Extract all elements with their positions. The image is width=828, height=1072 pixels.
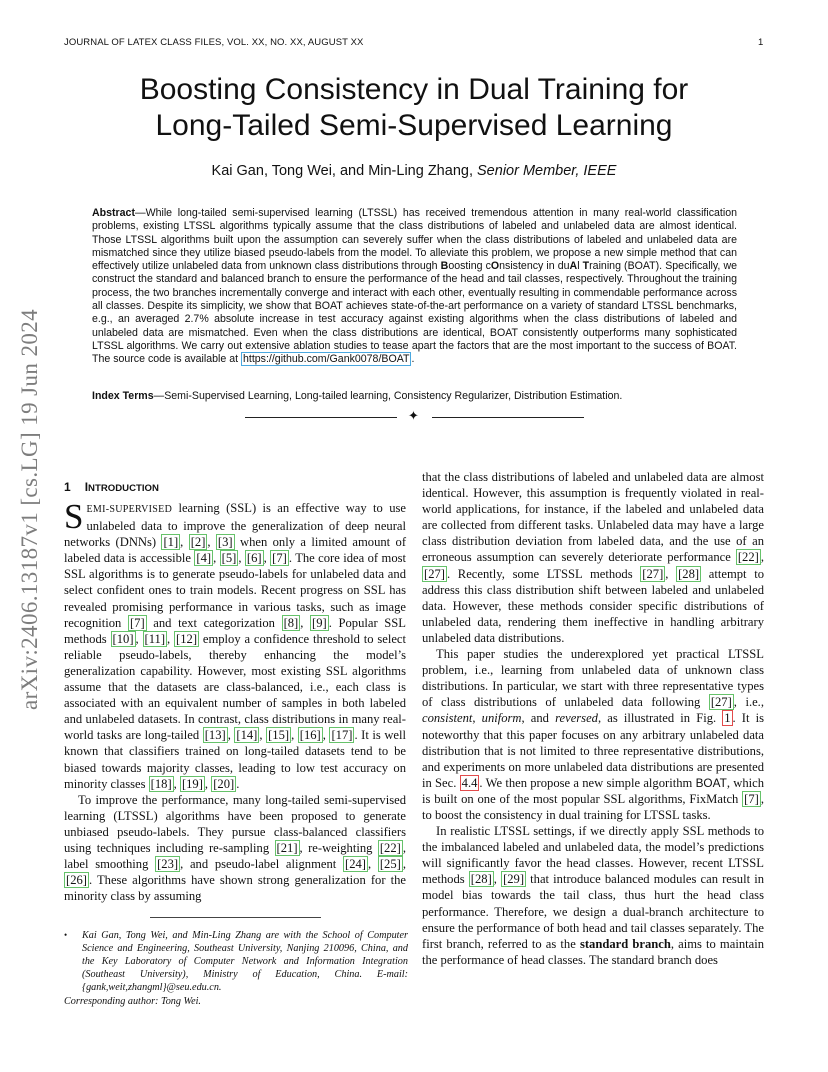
diamond-separator-icon: ✦ bbox=[408, 408, 419, 423]
paragraph bbox=[64, 497, 407, 792]
footnote-bullet: • bbox=[64, 930, 68, 940]
text: , label smoothing bbox=[64, 840, 406, 872]
citation-link[interactable]: [10] bbox=[112, 631, 134, 646]
citation-link[interactable]: [13] bbox=[204, 728, 226, 743]
citation-link[interactable]: [14] bbox=[236, 728, 258, 743]
text: that introduce balanced modules can result in model bias towards the tail class, thus hurt the head class performance. Therefore, we design a dual-branch architecture to ensure the performance of both head and tail classes separately. The first branch, referred to as the bbox=[422, 872, 764, 951]
author-names: Kai Gan, Tong Wei, and Min-Ling Zhang, bbox=[211, 163, 473, 179]
figure-reference-link[interactable]: 1 bbox=[724, 711, 731, 726]
citation-link[interactable]: [27] bbox=[710, 695, 732, 710]
text: . The core idea of most SSL algorithms is to generate pseudo-labels for unlabeled data and select confident ones to train models. Recent progress on SSL has revealed promising performance in various tasks, such as image recognition bbox=[64, 551, 407, 630]
paragraph bbox=[422, 646, 764, 823]
index-terms-text: —Semi-Supervised Learning, Long-tailed learning, Consistency Regularizer, Distribution Estimation. bbox=[153, 390, 623, 402]
index-terms bbox=[92, 390, 737, 403]
text: , bbox=[204, 776, 212, 791]
text: , bbox=[493, 872, 502, 887]
abstract-fragment: nsistency in du bbox=[499, 260, 570, 273]
citation-link[interactable]: [22] bbox=[737, 550, 759, 565]
citation-link[interactable]: [5] bbox=[221, 551, 237, 566]
paper-title bbox=[60, 72, 768, 144]
section-reference-link[interactable]: 4.4 bbox=[461, 775, 478, 790]
citation-link[interactable]: [6] bbox=[246, 551, 262, 566]
author-membership: Senior Member, IEEE bbox=[477, 163, 617, 179]
text: , to boost the consistency in dual training for LTSSL tasks. bbox=[422, 791, 764, 822]
text: and text categorization bbox=[146, 615, 282, 630]
text: , bbox=[180, 535, 189, 550]
text: , bbox=[135, 631, 143, 646]
citation-link[interactable]: [7] bbox=[744, 791, 759, 806]
acronym-o: O bbox=[490, 260, 500, 273]
arxiv-identifier: arXiv:2406.13187v1 [cs.LG] 19 Jun 2024 bbox=[17, 308, 42, 710]
text: , bbox=[291, 728, 298, 743]
text: , bbox=[402, 857, 406, 872]
citation-link[interactable]: [26] bbox=[66, 873, 87, 888]
section-title-rest: NTRODUCTION bbox=[88, 483, 159, 494]
citation-link[interactable]: [19] bbox=[181, 776, 203, 791]
citation-link[interactable]: [3] bbox=[217, 535, 233, 550]
source-code-link[interactable]: https://github.com/Gank0078/BOAT bbox=[243, 353, 410, 366]
citation-link[interactable]: [27] bbox=[642, 566, 664, 581]
text: , bbox=[167, 631, 175, 646]
text: . These algorithms have shown strong generalization for the minority class by assuming bbox=[64, 873, 406, 904]
abstract-fragment: oosting c bbox=[448, 260, 491, 273]
citation-link[interactable]: [27] bbox=[424, 566, 445, 581]
citation-link[interactable]: [17] bbox=[331, 728, 353, 743]
text: , bbox=[665, 566, 677, 581]
acronym-b: B bbox=[440, 260, 449, 273]
page-number: 1 bbox=[758, 37, 764, 48]
abstract-label: Abstract bbox=[92, 207, 135, 219]
citation-link[interactable]: [1] bbox=[163, 535, 179, 550]
left-column bbox=[64, 497, 407, 904]
divider-line-right bbox=[432, 417, 584, 418]
text: when only a limited amount of labeled data is accessible bbox=[64, 535, 407, 566]
title-line-1: Boosting Consistency in Dual Training for bbox=[139, 73, 689, 106]
text: . Popular SSL methods bbox=[64, 615, 406, 646]
text: , i.e., bbox=[733, 695, 764, 710]
text: , bbox=[760, 550, 764, 565]
text: , bbox=[227, 728, 235, 743]
text: , bbox=[263, 551, 271, 566]
text: , which is built on one of the most popular SSL algorithms, FixMatch bbox=[422, 775, 764, 806]
abstract-text-1: —While long-tailed semi-supervised learning (LTSSL) has received tremendous attention in many real-world classification problems, existing LTSSL algorithms typically assume that the class distributions of labeled and unlabeled data are almost identical. Those LTSSL algorithms built upon the assumption can severely suffer when the class distributions of labeled and unlabeled data are mismatched since they utilize biased pseudo-labels from the model. To alleviate this problem, we propose a new simple method that can effectively utilize unlabeled data from unknown class distributions through bbox=[92, 207, 737, 273]
algorithm-name: BOAT bbox=[695, 775, 727, 790]
footnote-text: Kai Gan, Tong Wei, and Min-Ling Zhang are with the School of Computer Science and Engineering, Southeast University, Nanjing 210096, China, and the Key Laboratory of Computer Network and Information Integration (Southeast University), Ministry of Education, China. E-mail: {gank,weit,zhangml}@seu.edu.cn. bbox=[82, 930, 408, 993]
emphasis: consistent bbox=[422, 711, 473, 726]
paragraph bbox=[422, 469, 764, 646]
text: that the class distributions of labeled and unlabeled data are almost identical. However, this assumption is frequently violated in real-world applications, for instance, if the labeled and unlabeled data are collected from different tasks. Unlabeled data may have a large class distribution deviation from labeled data, and the use of an erroneous assumption can severely deteriorate performance bbox=[422, 470, 764, 565]
bold-term: standard branch bbox=[579, 936, 671, 951]
citation-link[interactable]: [23] bbox=[157, 857, 179, 872]
text: . It is well known that classifiers trained on long-tailed datasets tend to be biased towards majority classes, leading to low test accuracy on minority classes bbox=[64, 728, 407, 791]
citation-link[interactable]: [21] bbox=[276, 840, 298, 855]
text: . bbox=[236, 776, 240, 791]
citation-link[interactable]: [18] bbox=[150, 776, 172, 791]
text: , re-weighting bbox=[299, 840, 378, 855]
text: employ a confidence threshold to select reliable pseudo-labels, thereby enhancing the model’s generalization capability. However, most existing SSL algorithms assume that the datasets are class-balanced, i.e., each class is associated with an equivalent number of samples in both labeled and unlabeled datasets. In contrast, class distributions in many real-world tasks are long-tailed bbox=[64, 631, 407, 743]
citation-link[interactable]: [4] bbox=[196, 551, 212, 566]
text: . We then propose a new simple algorithm bbox=[479, 775, 696, 790]
text: , bbox=[213, 551, 220, 566]
index-terms-label: Index Terms bbox=[92, 390, 154, 402]
citation-link[interactable]: [16] bbox=[299, 728, 321, 743]
smallcaps-lead: EMI-SUPERVISED bbox=[86, 504, 173, 515]
author-affiliation-footnote bbox=[64, 929, 408, 994]
citation-link[interactable]: [28] bbox=[470, 872, 492, 887]
text: , bbox=[238, 551, 245, 566]
citation-link[interactable]: [15] bbox=[268, 728, 290, 743]
right-column bbox=[422, 469, 764, 968]
citation-link[interactable]: [7] bbox=[272, 551, 287, 566]
citation-link[interactable]: [2] bbox=[190, 535, 206, 550]
paragraph bbox=[64, 792, 406, 905]
text: , bbox=[367, 857, 378, 872]
text: attempt to address this class distribution shift between labeled and unlabeled data. However, these methods consider specific distributions of unlabeled data, rendering them ineffective in handling arbitrary unlabeled data distributions. bbox=[422, 566, 764, 645]
citation-link[interactable]: [22] bbox=[379, 840, 401, 855]
citation-link[interactable]: [28] bbox=[678, 566, 700, 581]
acronym-t: T bbox=[582, 260, 590, 273]
text: , and pseudo-label alignment bbox=[180, 857, 343, 872]
citation-link[interactable]: [8] bbox=[283, 615, 299, 630]
text: In realistic LTSSL settings, if we directly apply SSL methods to the imbalanced labeled and unlabeled data, the model’s predictions will significantly favor the head classes. However, recent LTSSL methods bbox=[422, 824, 764, 887]
text: , bbox=[300, 615, 311, 630]
text: learning (SSL) is an effective way to use unlabeled data to improve the generalization of deep neural networks (DNNs) bbox=[64, 501, 406, 550]
paragraph bbox=[422, 823, 764, 968]
text: , bbox=[322, 728, 330, 743]
citation-link[interactable]: [11] bbox=[144, 631, 166, 646]
acronym-a: A bbox=[569, 260, 578, 273]
text: . Recently, some LTSSL methods bbox=[446, 566, 641, 581]
drop-cap: S bbox=[64, 497, 84, 536]
section-title-initial: I bbox=[84, 480, 89, 494]
citation-link[interactable]: [25] bbox=[379, 857, 401, 872]
abstract bbox=[92, 207, 737, 367]
text: , and bbox=[521, 711, 556, 726]
text: , bbox=[472, 711, 482, 726]
text: , bbox=[259, 728, 267, 743]
author-list bbox=[60, 163, 768, 179]
citation-link[interactable]: [24] bbox=[345, 857, 366, 872]
abstract-end: . bbox=[411, 353, 415, 366]
text: , aims to maintain the performance of head classes. The standard branch does bbox=[422, 936, 764, 967]
corresponding-author: Corresponding author: Tong Wei. bbox=[64, 996, 201, 1007]
emphasis: uniform bbox=[481, 711, 522, 726]
section-heading bbox=[64, 480, 159, 494]
text: To improve the performance, many long-tailed semi-supervised learning (LTSSL) algorithms have been proposed to generate unbiased pseudo-labels. They pursue class-balanced classifiers using techniques including re-sampling bbox=[64, 792, 406, 855]
citation-link[interactable]: [12] bbox=[176, 631, 198, 646]
text: This paper studies the underexplored yet practical LTSSL problem, i.e., learning from unlabeled data of unknown class distributions. In particular, we start with three representative types of class distributions of unlabeled data following bbox=[422, 647, 764, 710]
citation-link[interactable]: [29] bbox=[503, 872, 525, 887]
citation-link[interactable]: [7] bbox=[129, 615, 145, 630]
running-head: JOURNAL OF LATEX CLASS FILES, VOL. XX, NO. XX, AUGUST XX bbox=[64, 37, 364, 48]
section-number: 1 bbox=[64, 480, 71, 494]
citation-link[interactable]: [20] bbox=[213, 776, 235, 791]
title-line-2: Long-Tailed Semi-Supervised Learning bbox=[155, 109, 673, 142]
text: , bbox=[207, 535, 216, 550]
abstract-fragment: l bbox=[577, 260, 583, 273]
citation-link[interactable]: [9] bbox=[312, 615, 327, 630]
footnote-rule bbox=[150, 917, 321, 918]
emphasis: reversed bbox=[555, 711, 598, 726]
text: , as illustrated in Fig. bbox=[597, 711, 723, 726]
divider-line-left bbox=[245, 417, 397, 418]
text: , bbox=[173, 776, 180, 791]
abstract-text-2: raining (BOAT). Specifically, we construct the standard and balanced branch to ensure the performance of the head and tail classes, respectively. Throughout the training process, the two branches incrementally converge and interact with each other, eventually resulting in commendable performance across all classes. Despite its simplicity, we show that BOAT achieves state-of-the-art performance on a variety of standard LTSSL benchmarks, e.g., an averaged 2.7% absolute increase in test accuracy against existing algorithms when the class distributions of labeled and unlabeled data are mismatched. Even when the class distributions are identical, BOAT consistently outperforms many sophisticated LTSSL algorithms. We carry out extensive ablation studies to tease apart the factors that are the most important to the success of BOAT. The source code is available at bbox=[92, 260, 738, 366]
text: . It is noteworthy that this paper focuses on any arbitrary unlabeled data distribution that is not limited to three representative distributions, and experiments on more unlabeled data distributions are presented in Sec. bbox=[422, 711, 764, 790]
